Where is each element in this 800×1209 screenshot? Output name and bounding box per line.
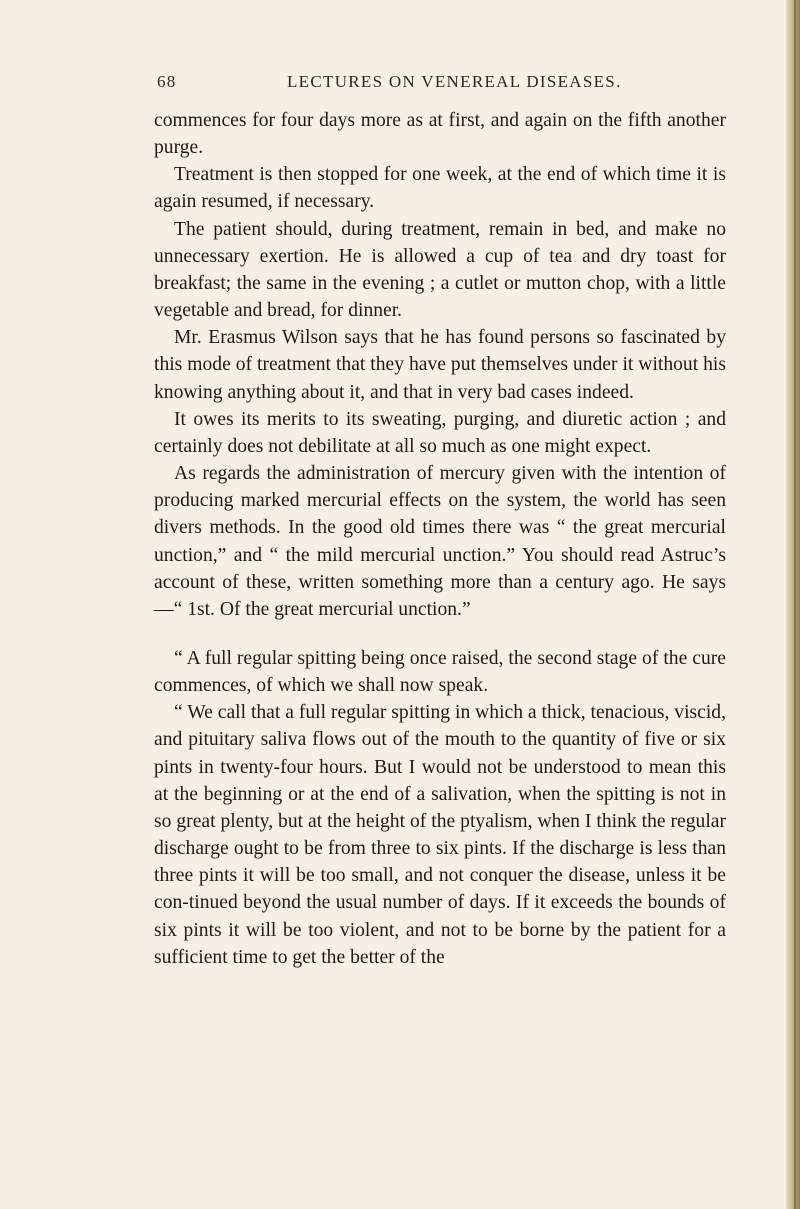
paragraph: Mr. Erasmus Wilson says that he has found persons so fascinated by this mode of treatment that they have put themselves under it without his knowing anything about it, and that in very bad cases indeed. (154, 327, 726, 403)
page-number: 68 (157, 72, 177, 91)
paragraph: The patient should, during treatment, remain in bed, and make no unnecessary exertion. He is allowed a cup of tea and dry toast for breakfast; the same in the evening ; a cutlet or mutton chop, with a little vegetable and bread, for dinner. (154, 218, 726, 322)
page-edge (786, 0, 800, 1209)
paragraph: As regards the administration of mercury given with the intention of producing marked mercurial effects on the system, the world has seen divers methods. In the good old times there was “ the great mercurial unction,” and “ the mild mercurial unction.” You should read Astruc’s account of these, written something more than a century ago. He says—“ 1st. Of the great mercurial unction.” (154, 463, 726, 620)
quoted-paragraph: “ We call that a full regular spitting in which a thick, tenacious, viscid, and pituitary saliva flows out of the mouth to the quantity of five or six pints in twenty-four hours. But I would not be understood to mean this at the beginning or at the end of a salivation, when the spitting is not in so great plenty, but at the height of the ptyalism, when I think the regular discharge ought to be from three to six pints. If the discharge is less than three pints it will be too small, and not conquer the disease, unless it be con-tinued beyond the usual number of days. If it exceeds the bounds of six pints it will be too violent, and not to be borne by the patient for a sufficient time to get the better of the (154, 702, 726, 968)
paragraph: Treatment is then stopped for one week, at the end of which time it is again resumed, if necessary. (154, 164, 726, 213)
page-title: LECTURES ON VENEREAL DISEASES. (287, 72, 622, 91)
body-text (154, 107, 726, 971)
running-head (157, 72, 727, 100)
paragraph-continuation: commences for four days more as at first, and again on the fifth another purge. (154, 110, 726, 159)
quoted-paragraph: “ A full regular spitting being once raised, the second stage of the cure commences, of which we shall now speak. (154, 647, 726, 697)
page-binding-line (794, 0, 796, 1209)
paragraph: It owes its merits to its sweating, purging, and diuretic action ; and certainly does not debilitate at all so much as one might expect. (154, 408, 726, 457)
